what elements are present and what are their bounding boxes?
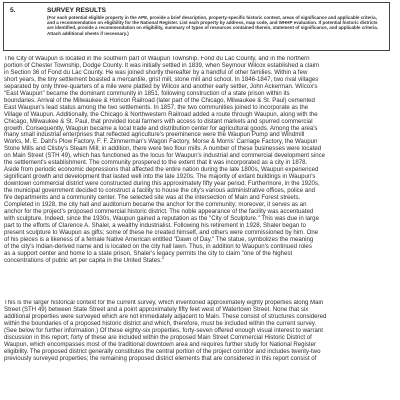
- survey-scope-paragraph: This is the larger historical context for the current survey, which inventoried approximately eighty properties along Main Street (STH 49) between State Street and a point approximately fifty feet west of Watertown Street. None that six additional properties were surveyed which are not immediately adjacent to Main. These consist of structures considered within the boundaries of a proposed historic district and which, therefore, must be included within the current survey. (See below for further information.) Of these eighty-six properties, forty-seven offered enough visual interest to warrant discussion in this report; forty of these are included within the proposed Main Street Commercial Historic District of Waupun, which encompasses most of the traditional downtown area and requires further study for National Register eligibility. The proposed district generally constitutes the central portion of the project corridor and includes twenty-two previously surveyed properties; the remaining proposed district elements that are considered in this report consist of: [4, 300, 327, 362]
- section-title: SURVEY RESULTS: [47, 7, 106, 14]
- section-number: 5.: [10, 7, 16, 14]
- section-header-box: [3, 2, 390, 51]
- context-paragraph: The City of Waupun is located in the southern part of Waupun Township, Fond du Lac County, and in the northern portion of Chester Township, Dodge County. It was initially settled in 1839, when Seymour Wilcox established a claim in Section 36 of Fond du Lac County. He was joined shortly thereafter by a handful of other families. Within a few short years, the tiny settlement boasted a mercantile, grist mill, stone mill and school. In 1846-1847, two rival villages separated by only three-quarters of a mile were platted by Wilcox and another early settler, John Ackerman. Wilcox's "East Waupun" became the dominant community in 1851, following construction of a state prison within its boundaries. Arrival of the Milwaukee & Horicon Railroad (later part of the Chicago, Milwaukee & St. Paul) cemented East Waupun's lead status among the two settlements. In 1857, the two communities joined to incorporate as the Village of Waupun. Additionally, the Chicago & Northwestern Railroad added a route through Waupun, along with the Chicago, Milwaukee & St. Paul, that provided local farmers with access to distant markets and spurred commercial growth. Consequently, Waupun became a local trade and distribution center for agricultural goods. Among the area's many small industrial enterprises that reflected agriculture's preeminence were the Waupun Pump and Windmill Works, M. E. Dahl's Plow Factory, F. F. Zimmerman's Wagon Factory, Morse & Morris' Carriage Factory, the Waupun Stone Mills and Clisby's Steam Mill; in addition, there were two flour mills. A number of these businesses were located on Main Street (STH 49), which has functioned as the locus for Waupun's industrial and commercial development since the settlement's establishment. The community prospered to the extent that it was incorporated as a city in 1878. Aside from periodic economic depressions that affected the entire nation during the late 1800s, Waupun experienced significant growth and development that lasted well into the late 1920s. The majority of extant buildings in Waupun's downtown commercial district were constructed during this approximately fifty year period. Furthermore, in the 1920s, the municipal government decided to construct a facility to house the city's various administrative offices, police and fire departments and a community center. The selected site was at the intersection of Main and Forest streets. Completed in 1928, the city hall and auditorium became the anchor for the community; moreover, it serves as an anchor for the project's proposed commercial historic district. The noble appearance of the facility was accentuated with sculpture. Indeed, since the 1930s, Waupun gained a reputation as the "City of Sculpture." This was due in large part to the efforts of Clarence A. Shaler, a wealthy industrialist. Following his retirement in 1928, Shaler began to present sculpture to Waupun as gifts; some of these he created himself, and others were commissioned by him. One of his pieces is a likeness of a female Native American entitled "Dawn of Day." The statue, symbolizes the meaning of the city's Indian-derived name and is located on the city hall lawn. Thus, in addition to Waupun's continued roles as a support center and home to a state prison, Shaler's legacy permits the city to claim "one of the highest concentrations of public art per capita in the United States.": [4, 56, 326, 264]
- section-instructions: (For each potential eligible property in the APE, provide a brief description, property-specific historic context, areas of significance and applicable criteria, and a recommendation on eligibility for the National Register. List each property by address, map code, and WHHP evaluation. If potential historic districts are identified, provide a recommendation on eligibility, summary of types of resources contained therein, statement of significance, and applicable criteria. Attach additional sheets if necessary.): [47, 15, 379, 36]
